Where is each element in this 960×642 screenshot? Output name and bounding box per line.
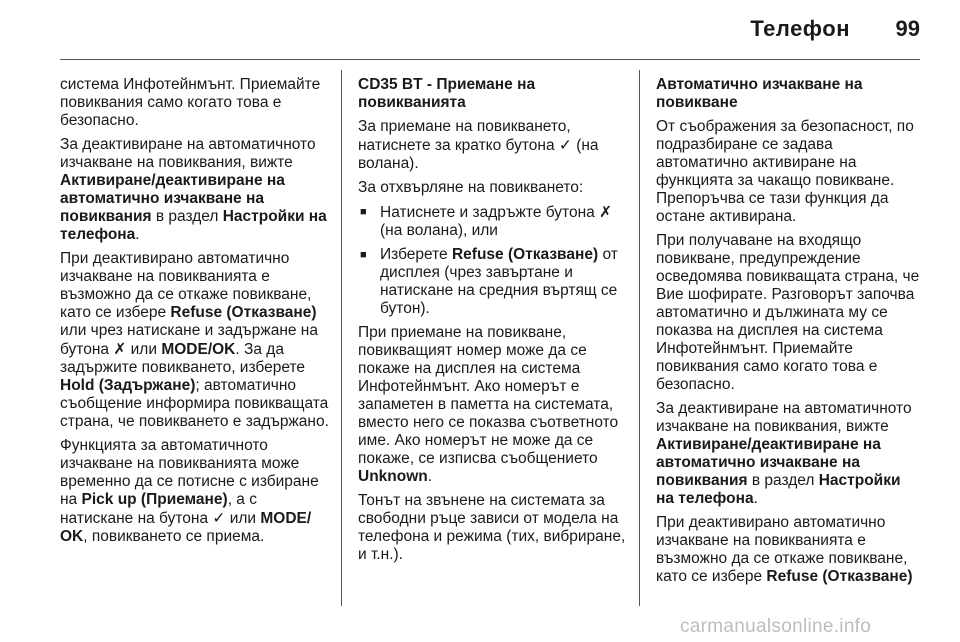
text: Натиснете и задръжте бутона (380, 204, 600, 221)
text: За деактивиране на автоматичното изчакване на повиквания, вижте (60, 136, 316, 171)
display-message: Unknown (358, 468, 428, 485)
text: или чрез натискане и задържане на бутона (60, 322, 318, 358)
menu-option: Hold (Задържане) (60, 377, 196, 394)
bullet-list (358, 203, 626, 318)
text: . (427, 468, 433, 485)
paragraph: За отхвърляне на повикването: (358, 179, 584, 196)
page-number: 99 (895, 16, 920, 41)
paragraph (358, 118, 626, 173)
paragraph (60, 76, 332, 130)
text: . (135, 226, 140, 243)
phone-answer-icon: ✓ (212, 509, 226, 527)
paragraph: При получаване на входящо повикване, предупреждение осведомява повикващата страна, че Вие шофирате. Разговорът започва автоматично и дължината му се показва на дисплея на система Инфотейнмънт. Приемайте повиквания само когато това е безопасно. (656, 232, 920, 393)
text: (на волана), или (380, 222, 498, 239)
section-heading: Автоматично изчакване на повикване (656, 76, 863, 111)
column-divider-2 (639, 70, 640, 606)
text: Изберете (380, 246, 452, 263)
phone-hangup-icon: ✗ (599, 203, 613, 221)
column-divider-1 (341, 70, 342, 606)
column-2 (358, 76, 626, 570)
text: За приемане на повикването, натиснете за кратко бутона (358, 118, 571, 154)
section-reference: Настройки на телефона (60, 208, 327, 243)
text: в раздел (151, 208, 223, 225)
paragraph (60, 437, 332, 546)
text: . (753, 490, 758, 507)
watermark: carmanualsonline.info (680, 616, 872, 637)
page-title: Телефон (750, 16, 850, 41)
section-reference: Настройки на телефона (656, 472, 901, 507)
column-3 (656, 76, 922, 592)
section-heading: CD35 BT - Приемане на повикванията (358, 76, 536, 111)
cross-reference: Активиране/деактивиране на автоматично изчакване на повиквания (60, 172, 285, 225)
text: ; автоматично съобщение информира повикващата страна, че повикването е задържано. (60, 377, 329, 430)
text: или (225, 510, 261, 527)
button-name: MODE/OK (161, 341, 236, 358)
phone-answer-icon: ✓ (558, 136, 572, 154)
text: , а с натискане на бутона (60, 491, 257, 527)
text: За деактивиране на автоматичното изчакване на повиквания, вижте (656, 400, 912, 435)
text: При деактивирано автоматично изчакване на повикванията е възможно да се откаже повикване, като се избере (656, 514, 908, 585)
paragraph (656, 514, 922, 586)
list-item (358, 246, 626, 318)
paragraph (60, 136, 332, 244)
cross-reference: Активиране/деактивиране на автоматично изчакване на повиквания (656, 436, 881, 489)
text: При приемане на повикване, повикващият номер може да се покаже на дисплея на система Инфотейнмънт. Ако номерът е запаметен в паметта на системата, вместо него се показва съответното име. Ако номерът не може да се покаже, се изписва съобщението (358, 324, 619, 467)
paragraph: Тонът на звънене на системата за свободни ръце зависи от модела на телефона и режима (тих, вибриране, и т.н.). (358, 492, 626, 563)
menu-option: Pick up (Приемане) (81, 491, 228, 508)
list-item (358, 203, 626, 240)
menu-option: Refuse (Отказване) (170, 304, 317, 321)
menu-option: Refuse (Отказване) (451, 246, 599, 263)
text: система Инфотейнмънт. Приемайте повиквания само когато това е безопасно. (60, 76, 321, 129)
phone-hangup-icon: ✗ (113, 340, 127, 358)
menu-option: Refuse (Отказване) (766, 568, 913, 585)
paragraph (656, 400, 922, 508)
header-divider (60, 59, 920, 60)
paragraph (358, 324, 626, 486)
text: При деактивирано автоматично изчакване на повикванията е възможно да се откаже повикване, като се избере (60, 250, 312, 321)
text: Функцията за автоматичното изчакване на повикванията може временно да се потисне с избиране на (60, 437, 319, 508)
text: , повикването се приема. (83, 528, 265, 545)
text: или (126, 341, 162, 358)
paragraph (60, 250, 332, 431)
text: в раздел (747, 472, 819, 489)
column-1 (60, 76, 332, 552)
text: . За да задържите повикването, изберете (60, 341, 305, 376)
text: (на волана). (358, 137, 599, 172)
button-name: MODE/ OK (60, 510, 312, 545)
text: от дисплея (чрез завъртане и натискане на средния въртящ се бутон). (380, 246, 618, 317)
paragraph: От съображения за безопасност, по подразбиране се задава автоматично активиране на функцията за чакащо повикване. Препоръчва се тази функция да остане активирана. (656, 118, 914, 225)
